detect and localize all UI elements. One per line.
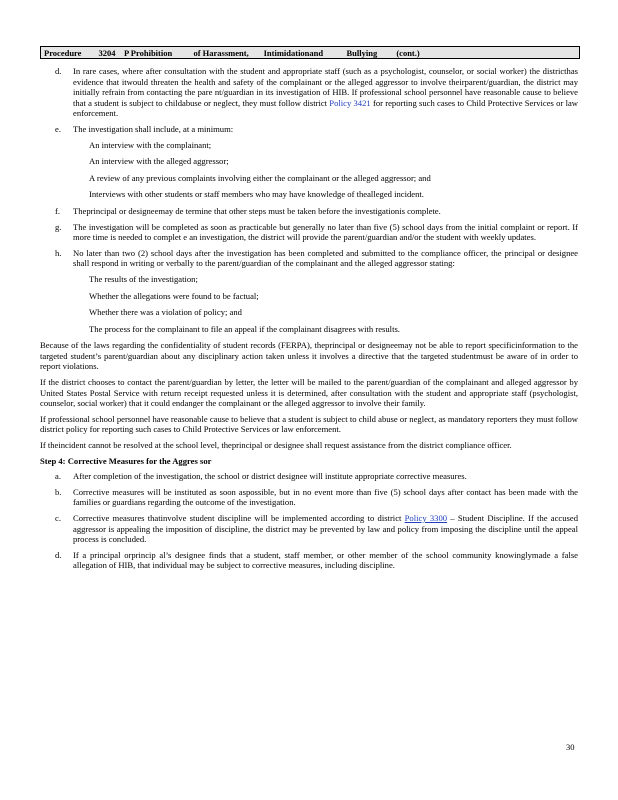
list-item-d bbox=[40, 66, 578, 119]
list-item-c bbox=[40, 513, 578, 545]
bullet-item bbox=[40, 324, 578, 335]
item-text-part: for reporting such cases to Child Protective Services or law enforcement. bbox=[73, 97, 578, 119]
item-text bbox=[73, 66, 578, 119]
item-label: h. bbox=[55, 247, 62, 258]
item-label: d. bbox=[55, 66, 62, 76]
item-label: g. bbox=[55, 221, 62, 232]
item-text: After completion of the investigation, the school or district designee will institute appropriate corrective measures. bbox=[73, 471, 467, 482]
item-label: a. bbox=[55, 471, 61, 482]
header-title-1: P Prohibition bbox=[123, 48, 173, 58]
policy-3421-link[interactable]: Policy 3421 bbox=[329, 97, 371, 108]
bullet-text: Whether the allegations were found to be factual; bbox=[89, 290, 259, 301]
bullet-text: An interview with the alleged aggressor; bbox=[89, 156, 229, 167]
item-text: If a principal orprincip al’s designee finds that a student, staff member, or other member of the school community knowinglymade a false allegation of HIB, that individual may be subject to corrective measures, including discipline. bbox=[73, 549, 578, 571]
header-title-2: of Harassment, bbox=[193, 48, 249, 58]
item-text: No later than two (2) school days after the investigation has been completed and submitted to the compliance officer, the principal or designee shall respond in writing or verbally to the parent/guardian of the complainant and the alleged aggressor stating: bbox=[73, 247, 578, 269]
item-label: b. bbox=[55, 486, 62, 497]
list-item-a bbox=[40, 471, 578, 482]
list-item-b bbox=[40, 487, 578, 508]
item-text-part: In rare cases, where after consultation with the student and appropriate staff (such as a psychologist, counselor, or social worker) the districthas evidence that itwould threaten the health and safety of the complainant or the alleged aggressor to involve theirparent/guardian, the district may initially refrain from contacting the pare nt/guardian in its investigation of HIB. If professional school personnel have reasonable cause to believe that a student is subject to childabuse or neglect, they must follow district bbox=[73, 66, 578, 108]
item-text: The investigation shall include, at a minimum: bbox=[73, 123, 234, 134]
paragraph-escalation: If theincident cannot be resolved at the school level, theprincipal or designee shall request assistance from the district compliance officer. bbox=[40, 440, 512, 451]
bullet-text: The process for the complainant to file an appeal if the complainant disagrees with results. bbox=[89, 323, 400, 334]
procedure-header bbox=[40, 46, 580, 59]
item-text: Theprincipal or designeemay de termine that other steps must be taken before the investigationis complete. bbox=[73, 205, 441, 216]
paragraph-letter: If the district chooses to contact the parent/guardian by letter, the letter will be mailed to the parent/guardian of the complainant and alleged aggressor by United States Postal Service with return receipt requested unless it is determined, after consultation with the student and appropriate staff (psychologist, counselor, social worker) that it could endanger the complainant or the alleged aggressor to involve their family. bbox=[40, 377, 578, 409]
item-text: Corrective measures will be instituted as soon aspossible, but in no event more than five (5) school days after contact has been made with the families or guardians regarding the outcome of the investigation. bbox=[73, 486, 578, 508]
list-item-f bbox=[40, 206, 578, 217]
item-text: The investigation will be completed as soon as practicable but generally no later than five (5) school days from the initial complaint or report. If more time is needed to complet e an investigation, the district will provide the parent/guardian and/or the student with weekly updates. bbox=[73, 221, 578, 243]
bullet-item bbox=[40, 140, 578, 151]
bullet-item bbox=[40, 307, 578, 318]
bullet-item bbox=[40, 274, 578, 285]
header-title-4: Bullying bbox=[346, 48, 378, 58]
header-number: 3204 bbox=[98, 48, 116, 58]
bullet-item bbox=[40, 156, 578, 167]
item-label: f. bbox=[55, 205, 61, 216]
policy-3300-link[interactable]: Policy 3300 bbox=[404, 513, 448, 523]
list-item-e bbox=[40, 124, 578, 135]
bullet-text: A review of any previous complaints involving either the complainant or the alleged aggressor; and bbox=[89, 172, 431, 183]
item-text-part: – Student Discipline. If the accused aggressor is appealing the imposition of discipline, the district may be prevented by law and policy from imposing the discipline until the appeal process is concluded. bbox=[73, 513, 578, 545]
bullet-item bbox=[40, 291, 578, 302]
bullet-text: An interview with the complainant; bbox=[89, 139, 212, 150]
bullet-item bbox=[40, 189, 578, 200]
item-text-part: Corrective measures thatinvolve student discipline will be implemented according to district bbox=[73, 513, 405, 523]
header-title-3: Intimidationand bbox=[263, 48, 324, 58]
item-label: c. bbox=[55, 513, 61, 523]
bullet-text: Whether there was a violation of policy; and bbox=[89, 307, 242, 318]
list-item-h bbox=[40, 248, 578, 269]
step-4-heading: Step 4: Corrective Measures for the Aggres sor bbox=[40, 455, 212, 466]
bullet-item bbox=[40, 173, 578, 184]
item-label: e. bbox=[55, 123, 61, 134]
header-procedure: Procedure bbox=[44, 48, 82, 58]
page-number: 30 bbox=[566, 742, 575, 752]
item-text bbox=[73, 513, 578, 545]
list-item-g bbox=[40, 222, 578, 243]
bullet-text: The results of the investigation; bbox=[89, 273, 198, 284]
header-title-5: (cont.) bbox=[396, 48, 420, 58]
paragraph-ferpa: Because of the laws regarding the confidentiality of student records (FERPA), theprincipal or designeemay not be able to report specificinformation to the targeted student’s parent/guardian about any disciplinary action taken unless it involves a directive that the targeted studentmust be aware of in order to report violations. bbox=[40, 340, 578, 372]
paragraph-reporters: If professional school personnel have reasonable cause to believe that a student is subject to child abuse or neglect, as mandatory reporters they must follow district policy for reporting such cases to Child Protective Services or law enforcement. bbox=[40, 413, 578, 435]
bullet-text: Interviews with other students or staff members who may have knowledge of thealleged incident. bbox=[89, 189, 424, 200]
document-body bbox=[40, 66, 578, 576]
list-item-d2 bbox=[40, 550, 578, 571]
item-label: d. bbox=[55, 549, 62, 560]
